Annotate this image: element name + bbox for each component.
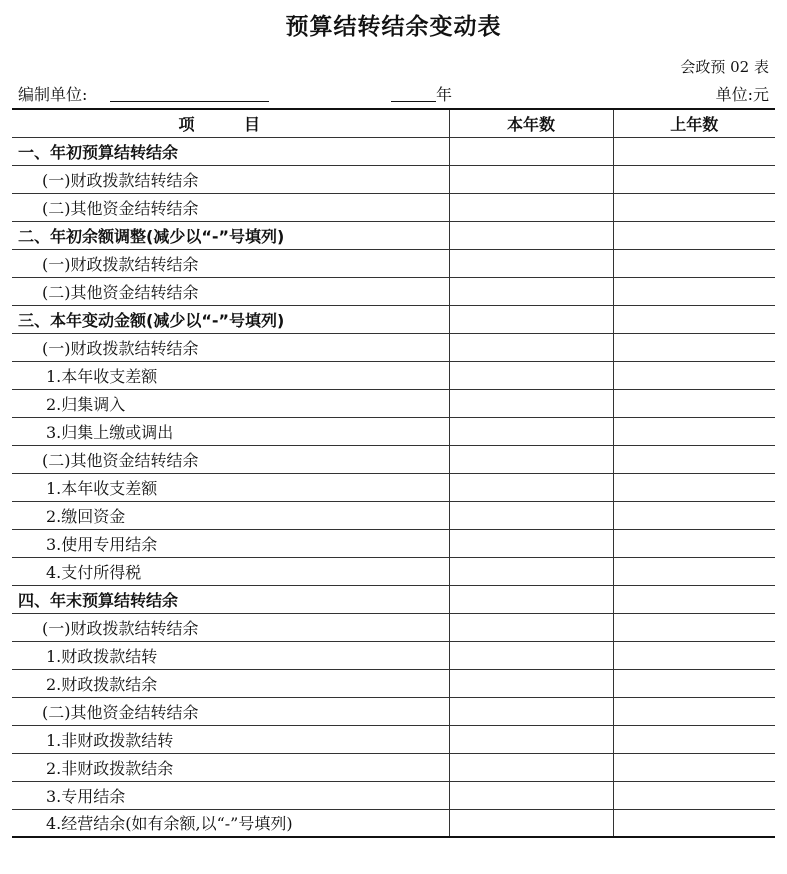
current-year-cell[interactable] <box>449 389 613 417</box>
table-row <box>12 585 775 613</box>
current-year-cell[interactable] <box>449 753 613 781</box>
row-label: (二)其他资金结转结余 <box>12 277 449 305</box>
previous-year-cell[interactable] <box>613 641 775 669</box>
row-label: 2.非财政拨款结余 <box>12 753 449 781</box>
row-label: 3.使用专用结余 <box>12 529 449 557</box>
table-row <box>12 389 775 417</box>
header-current-year: 本年数 <box>449 109 613 137</box>
current-year-cell[interactable] <box>449 417 613 445</box>
previous-year-cell[interactable] <box>613 669 775 697</box>
previous-year-cell[interactable] <box>613 417 775 445</box>
table-row <box>12 221 775 249</box>
table-row <box>12 473 775 501</box>
previous-year-cell[interactable] <box>613 697 775 725</box>
header-item: 项 目 <box>12 109 449 137</box>
year-blank-line <box>391 101 436 102</box>
previous-year-cell[interactable] <box>613 529 775 557</box>
previous-year-cell[interactable] <box>613 361 775 389</box>
row-label: 一、年初预算结转结余 <box>12 137 449 165</box>
row-label: 2.缴回资金 <box>12 501 449 529</box>
form-code: 会政预 02 表 <box>680 58 769 76</box>
previous-year-cell[interactable] <box>613 305 775 333</box>
current-year-cell[interactable] <box>449 165 613 193</box>
previous-year-cell[interactable] <box>613 193 775 221</box>
table-row <box>12 333 775 361</box>
row-label: (二)其他资金结转结余 <box>12 697 449 725</box>
current-year-cell[interactable] <box>449 809 613 837</box>
current-year-cell[interactable] <box>449 725 613 753</box>
row-label: 1.财政拨款结转 <box>12 641 449 669</box>
unit-label: 单位:元 <box>715 85 769 104</box>
previous-year-cell[interactable] <box>613 501 775 529</box>
current-year-cell[interactable] <box>449 193 613 221</box>
table-row <box>12 725 775 753</box>
statement-table <box>12 108 775 838</box>
previous-year-cell[interactable] <box>613 809 775 837</box>
table-row <box>12 277 775 305</box>
row-label: 1.非财政拨款结转 <box>12 725 449 753</box>
table-row <box>12 809 775 837</box>
table-body <box>12 137 775 837</box>
row-label: (一)财政拨款结转结余 <box>12 333 449 361</box>
row-label: 四、年末预算结转结余 <box>12 585 449 613</box>
previous-year-cell[interactable] <box>613 473 775 501</box>
row-label: 3.专用结余 <box>12 781 449 809</box>
table-row <box>12 305 775 333</box>
table-row <box>12 137 775 165</box>
table-row <box>12 249 775 277</box>
row-label: (二)其他资金结转结余 <box>12 445 449 473</box>
table-row <box>12 781 775 809</box>
table-row <box>12 361 775 389</box>
report-title: 预算结转结余变动表 <box>285 14 502 40</box>
previous-year-cell[interactable] <box>613 249 775 277</box>
current-year-cell[interactable] <box>449 277 613 305</box>
current-year-cell[interactable] <box>449 557 613 585</box>
previous-year-cell[interactable] <box>613 165 775 193</box>
row-label: (二)其他资金结转结余 <box>12 193 449 221</box>
report-meta <box>18 82 769 104</box>
row-label: 1.本年收支差额 <box>12 361 449 389</box>
previous-year-cell[interactable] <box>613 753 775 781</box>
current-year-cell[interactable] <box>449 781 613 809</box>
current-year-cell[interactable] <box>449 613 613 641</box>
current-year-cell[interactable] <box>449 669 613 697</box>
current-year-cell[interactable] <box>449 445 613 473</box>
org-blank-line <box>110 101 269 102</box>
previous-year-cell[interactable] <box>613 781 775 809</box>
row-label: 4.经营结余(如有余额,以“-”号填列) <box>12 809 449 837</box>
previous-year-cell[interactable] <box>613 445 775 473</box>
table-row <box>12 669 775 697</box>
previous-year-cell[interactable] <box>613 613 775 641</box>
current-year-cell[interactable] <box>449 137 613 165</box>
current-year-cell[interactable] <box>449 249 613 277</box>
previous-year-cell[interactable] <box>613 557 775 585</box>
row-label: (一)财政拨款结转结余 <box>12 613 449 641</box>
current-year-cell[interactable] <box>449 333 613 361</box>
row-label: (一)财政拨款结转结余 <box>12 249 449 277</box>
current-year-cell[interactable] <box>449 585 613 613</box>
table-row <box>12 501 775 529</box>
table-row <box>12 165 775 193</box>
row-label: 二、年初余额调整(减少以“-”号填列) <box>12 221 449 249</box>
table-row <box>12 557 775 585</box>
table-row <box>12 641 775 669</box>
current-year-cell[interactable] <box>449 305 613 333</box>
table-row <box>12 753 775 781</box>
table-row <box>12 613 775 641</box>
current-year-cell[interactable] <box>449 697 613 725</box>
previous-year-cell[interactable] <box>613 137 775 165</box>
previous-year-cell[interactable] <box>613 585 775 613</box>
current-year-cell[interactable] <box>449 361 613 389</box>
table-row <box>12 193 775 221</box>
current-year-cell[interactable] <box>449 221 613 249</box>
row-label: 三、本年变动金额(减少以“-”号填列) <box>12 305 449 333</box>
table-row <box>12 529 775 557</box>
row-label: 2.财政拨款结余 <box>12 669 449 697</box>
org-label: 编制单位: <box>18 85 88 104</box>
previous-year-cell[interactable] <box>613 277 775 305</box>
table-row <box>12 417 775 445</box>
previous-year-cell[interactable] <box>613 221 775 249</box>
table-row <box>12 445 775 473</box>
current-year-cell[interactable] <box>449 473 613 501</box>
year-label: 年 <box>436 85 453 104</box>
table-row <box>12 697 775 725</box>
previous-year-cell[interactable] <box>613 725 775 753</box>
row-label: 1.本年收支差额 <box>12 473 449 501</box>
row-label: 2.归集调入 <box>12 389 449 417</box>
previous-year-cell[interactable] <box>613 333 775 361</box>
header-previous-year: 上年数 <box>613 109 775 137</box>
current-year-cell[interactable] <box>449 529 613 557</box>
previous-year-cell[interactable] <box>613 389 775 417</box>
header-row <box>12 109 775 137</box>
current-year-cell[interactable] <box>449 501 613 529</box>
current-year-cell[interactable] <box>449 641 613 669</box>
row-label: 3.归集上缴或调出 <box>12 417 449 445</box>
row-label: 4.支付所得税 <box>12 557 449 585</box>
row-label: (一)财政拨款结转结余 <box>12 165 449 193</box>
